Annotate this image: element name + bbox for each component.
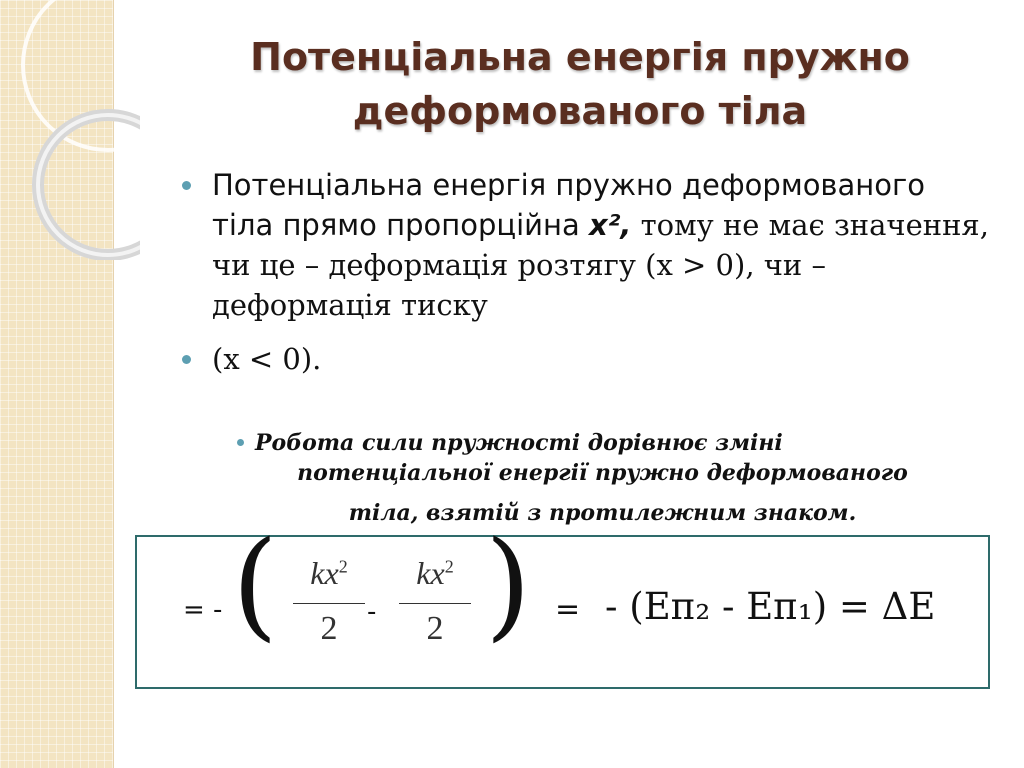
bullet-dot-icon bbox=[182, 355, 191, 364]
bullet-1-text-end: тому не має значення, чи це – деформація розтягу (х > 0), чи – деформація тиску bbox=[212, 208, 989, 322]
bullet-1-x-squared: х², bbox=[588, 208, 632, 242]
sub-bullet bbox=[245, 428, 960, 528]
formula-paren-right: ) bbox=[485, 515, 532, 653]
title-line-2: деформованого тіла bbox=[352, 89, 808, 133]
sub-bullet-line-1 bbox=[245, 428, 960, 458]
formula-eq-prefix: = - bbox=[183, 595, 223, 625]
sub-bullet-line-1-text: Робота сили пружності дорівнює зміні bbox=[255, 430, 783, 456]
fraction-1-numerator bbox=[289, 555, 369, 595]
fraction-1-bar bbox=[293, 603, 365, 604]
fraction-2-numerator-text: kx bbox=[416, 555, 445, 591]
bullet-2-text: (х < 0). bbox=[212, 342, 322, 376]
bullet-1-text-start: Потенціальна енергія пружно деформованого тіла прямо пропорційна bbox=[212, 168, 925, 242]
fraction-2-numerator bbox=[395, 555, 475, 595]
formula-box bbox=[135, 515, 990, 689]
slide-title bbox=[150, 30, 1010, 138]
sub-bullet-line-3: тіла, взятій з протилежним знаком. bbox=[348, 500, 857, 526]
bullet-item-1 bbox=[180, 165, 990, 325]
fraction-1-denominator: 2 bbox=[320, 610, 338, 647]
fraction-2-bar bbox=[399, 603, 471, 604]
decorative-rings bbox=[0, 0, 140, 260]
sub-bullet-line-2: потенціальної енергії пружно деформованого bbox=[297, 460, 908, 486]
title-line-1: Потенціальна енергія пружно bbox=[250, 35, 910, 79]
sub-bullet-dot-icon bbox=[237, 439, 244, 446]
fraction-2-denominator: 2 bbox=[426, 610, 444, 647]
formula-minus: - bbox=[367, 597, 377, 627]
fraction-1-numerator-text: kx bbox=[310, 555, 339, 591]
formula-fraction-1 bbox=[289, 555, 369, 648]
formula-fraction-2 bbox=[395, 555, 475, 648]
bullet-dot-icon bbox=[182, 181, 191, 190]
fraction-2-exponent: 2 bbox=[444, 556, 454, 577]
bullet-item-2 bbox=[180, 339, 990, 379]
formula-eq-2: = bbox=[555, 592, 581, 627]
bullet-list bbox=[180, 165, 990, 379]
fraction-1-exponent: 2 bbox=[338, 556, 348, 577]
formula-paren-left: ( bbox=[232, 515, 279, 653]
formula-result: - (Еп₂ - Еп₁) = ΔЕ bbox=[605, 585, 936, 628]
